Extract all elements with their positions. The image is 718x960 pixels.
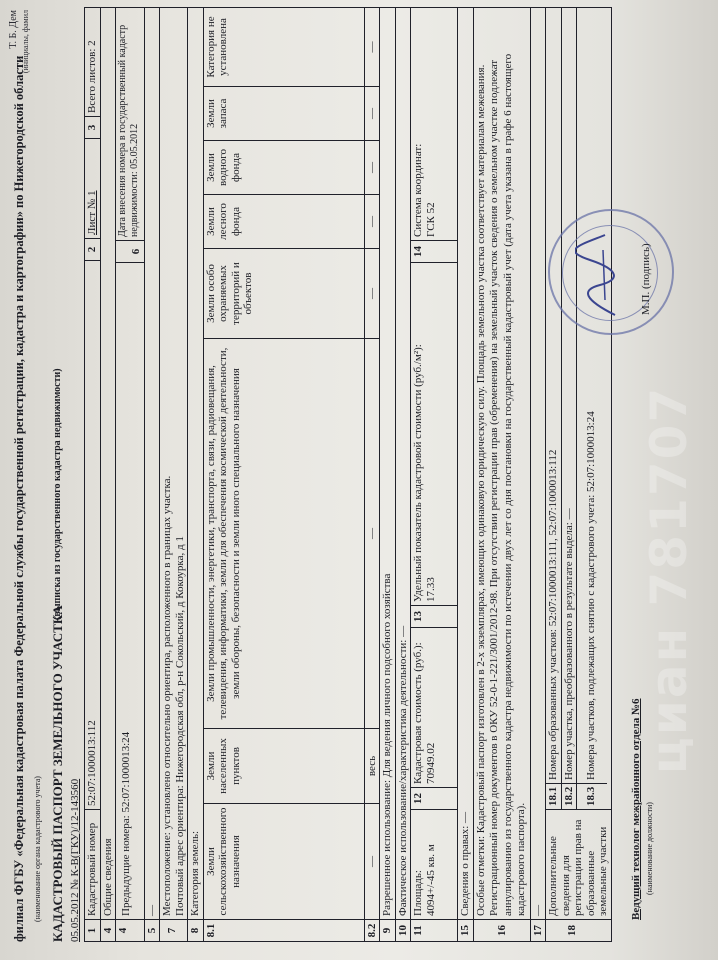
row-9: 9 Разрешенное использование: Для ведения личного подсобного хозяйства xyxy=(379,7,395,942)
row-18-1: 18.1 Номера образованных участков: 52:07:1000013:111, 52:07:1000013:112 xyxy=(546,8,561,809)
position-line: Ведущий технолог межрайонного отдела №6 xyxy=(630,698,642,920)
row-15: 15 Сведения о правах: — xyxy=(457,7,473,942)
position-caption: (наименование должности) xyxy=(645,802,654,895)
seal-label: М.П. (подпись) xyxy=(640,243,652,315)
document-subtitle: (выписка из государственного кадастра недвижимости) xyxy=(52,368,63,620)
corner-name: Т. Б. Дем (инициалы, фамил xyxy=(8,10,30,74)
row-11: 11 Площадь: 4094+/-45 кв. м 12 Кадастровая стоимость (руб.): 70949.02 13 Удельный показатель кадастровой стоимости (руб./м²): 17.33 14 Система координат: ГСК 52 xyxy=(410,7,457,942)
passport-table xyxy=(84,7,612,942)
signature xyxy=(575,230,625,320)
registration-line: 05.05.2012 № К-В(ГКУ)/12-143560 xyxy=(69,778,81,942)
row-17: 17 — xyxy=(530,7,546,942)
row-18: 18 Дополнительные сведения для регистрации прав на образованные земельные участки 18.1 Номера образованных участков: 52:07:1000013:111, 52:07:1000013:112 18.2 Номер участка, преобразованного в результате выдела: — 18.3 Номера участков, подлежащих снятию с кадастрового учета: 52:07:1000013:24 xyxy=(545,7,612,942)
row-general: 4 Общие сведения xyxy=(100,7,116,942)
row-10: 10 Фактическое использование/характеристика деятельности: — xyxy=(395,7,411,942)
row-16: 16 Особые отметки: Кадастровый паспорт изготовлен в 2-х экземплярах, имеющих одинаковую юридическую силу. Площадь земельного участка соответствует материалам межевания. Регистрационный номер документов в ОКУ 52-0-1-221/3001/2012-98. При отсутствии регистрации прав (обременения) на земельный участок сведения о земельном участке подлежат аннулированию из государственного кадастра недвижимости по истечении двух лет со дня постановки на государственный кадастровый учет (дата учета указана в графе 6 настоящего кадастрового паспорта). xyxy=(473,7,530,942)
row-5: 5 — xyxy=(144,7,160,942)
row-8-2: 8.2 — весь — — — — — — xyxy=(364,7,380,942)
document-title: КАДАСТРОВЫЙ ПАСПОРТ ЗЕМЕЛЬНОГО УЧАСТКА xyxy=(50,605,65,942)
row-18-2: 18.2 Номер участка, преобразованного в результате выдела: — xyxy=(561,8,577,809)
row-4: 4 Предыдущие номера: 52:07:1000013:24 6 Дата внесения номера в государственный кадастр недвижимости: 05.05.2012 xyxy=(115,7,144,942)
watermark: циан 781707 xyxy=(640,385,698,775)
row-7: 7 Местоположение: установлено относительно ориентира, расположенного в границах участка. Почтовый адрес ориентира: Нижегородская обл, р-н Сокольский, д Кокоурка, д 1 xyxy=(159,7,187,942)
branch-name: филиал ФГБУ «Федеральная кадастровая палата Федеральной службы государственной регистрации, кадастра и картографии» по Нижегородской области xyxy=(12,55,26,942)
row-18-3: 18.3 Номера участков, подлежащих снятию с кадастрового учета: 52:07:1000013:24 xyxy=(576,8,607,809)
branch-caption: (наименование органа кадастрового учета) xyxy=(33,776,42,922)
row-8: 8 Категория земель: xyxy=(187,7,203,942)
row-1: 1 Кадастровый номер 52:07:1000013:112 2 Лист № 1 3 Всего листов: 2 xyxy=(84,7,100,942)
row-8-1: 8.1 Земли сельскохозяйственного назначения Земли населенных пунктов Земли промышленности, энергетики, транспорта, связи, радиовещания, телевидения, информатики, земли для обеспечения космической деятельности, земли обороны, безопасности и земли иного специального назначения Земли особо охраняемых территорий и объектов Земли лесного фонда Земли водного фонда Земли запаса Категория не установлена xyxy=(203,7,364,942)
